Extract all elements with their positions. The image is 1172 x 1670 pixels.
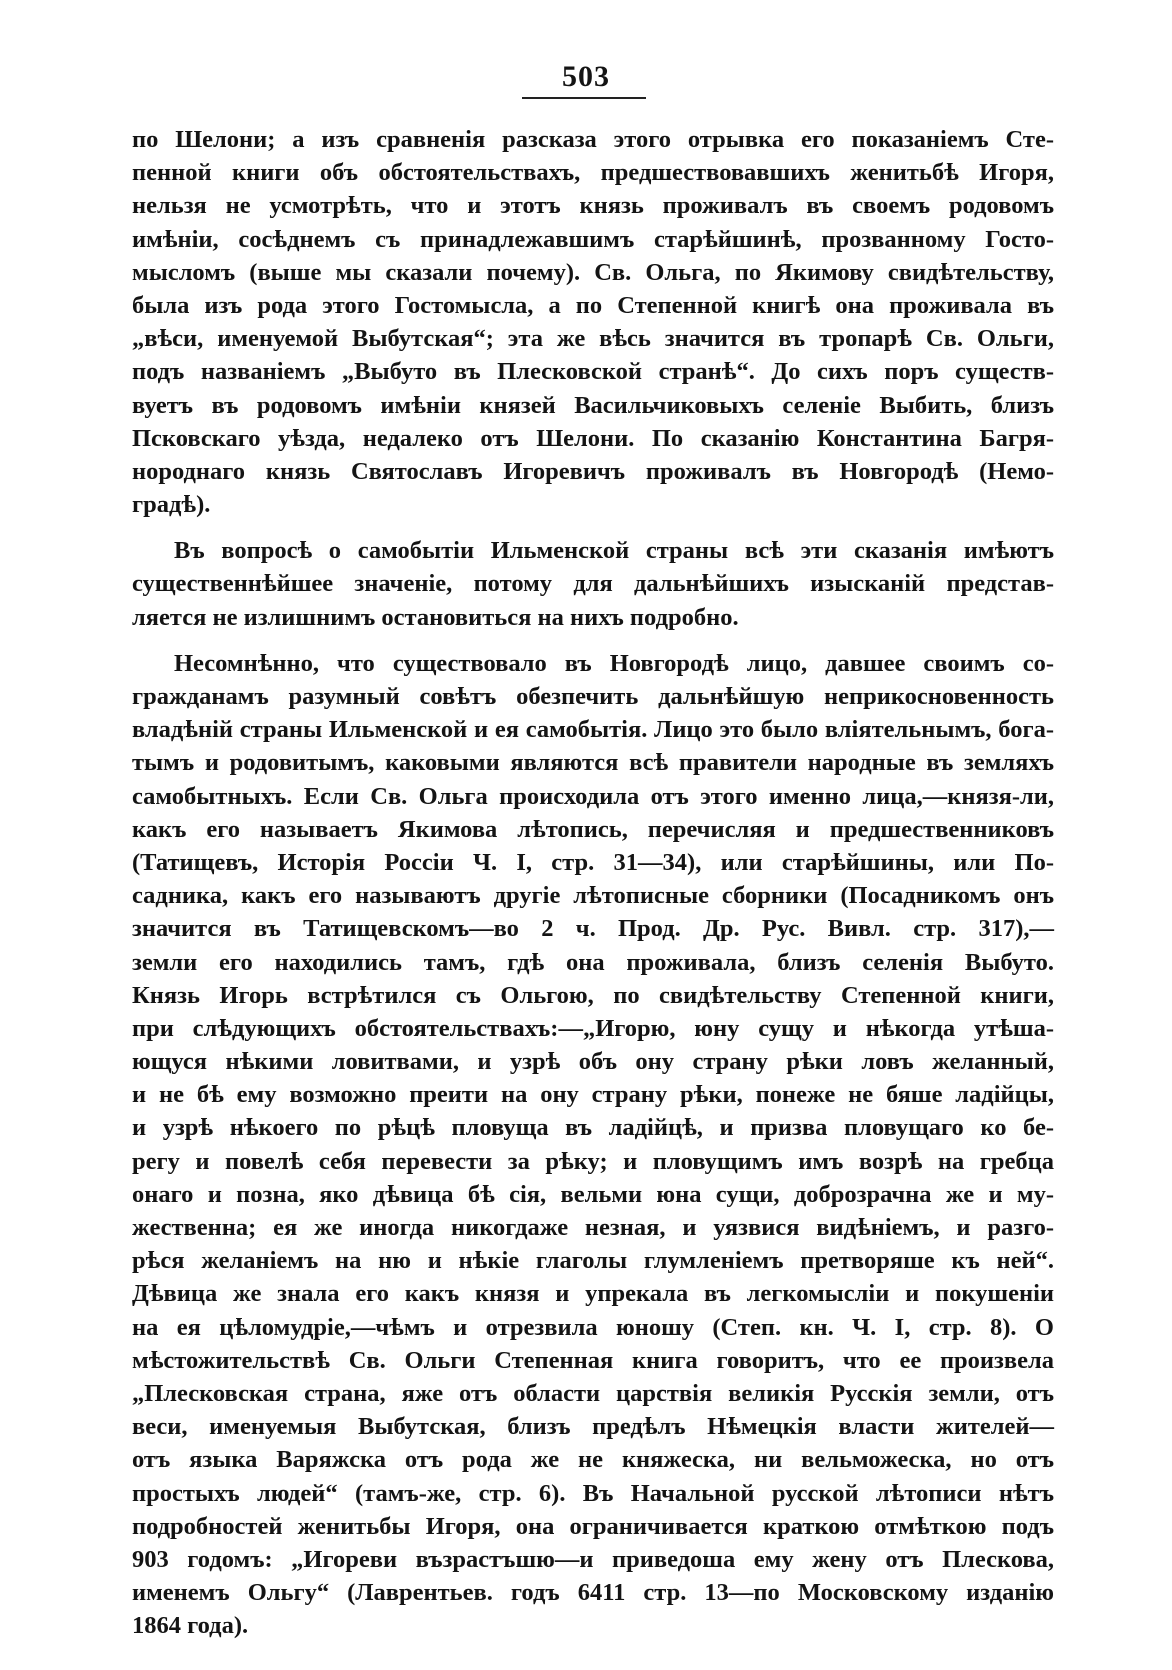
- page-number: 503: [562, 60, 610, 93]
- text-line: жественна; ея же иногда никогдаже незная, и уязвися видѣніемъ, и разго-: [132, 1214, 1054, 1241]
- text-line: подъ названіемъ „Выбуто въ Плесковской странѣ“. До сихъ поръ существ-: [132, 358, 1054, 386]
- text-line: мѣстожительствѣ Св. Ольги Степенная книга говоритъ, что ее произвела: [132, 1346, 1054, 1374]
- text-line: Несомнѣнно, что существовало въ Новгородѣ лицо, давшее своимъ со-: [174, 649, 1054, 677]
- text-line: гражданамъ разумный совѣтъ обезпечить дальнѣйшую неприкосновенность: [132, 683, 1054, 710]
- paragraph-3: [132, 647, 1054, 1643]
- text-line: тымъ и родовитымъ, каковыми являются всѣ правители народные въ земляхъ: [132, 749, 1054, 777]
- text-line: ляется не излишнимъ остановиться на нихъ подробно.: [132, 603, 739, 631]
- text-line: градѣ).: [132, 491, 211, 519]
- paragraph-1: [132, 123, 1054, 521]
- paragraph-gap: [132, 634, 1054, 647]
- text-line: при слѣдующихъ обстоятельствахъ:—„Игорю, юну сущу и нѣкогда утѣша-: [132, 1014, 1054, 1042]
- text-line: садника, какъ его называютъ другіе лѣтописные сборники (Посадникомъ онъ: [132, 882, 1054, 910]
- text-line: пенной книги объ обстоятельствахъ, предшествовавшихъ женитьбѣ Игоря,: [132, 159, 1054, 187]
- paragraph-2: [132, 534, 1054, 634]
- text-line: владѣній страны Ильменской и ея самобытія. Лицо это было вліятельнымъ, бога-: [132, 716, 1054, 744]
- text-line: и узрѣ нѣкоего по рѣцѣ пловуща въ ладійцѣ, и призва пловущаго ко бе-: [132, 1114, 1054, 1142]
- text-line: онаго и позна, яко дѣвица бѣ сія, вельми юна сущи, доброзрачна же и му-: [132, 1180, 1054, 1208]
- text-line: Въ вопросѣ о самобытіи Ильменской страны всѣ эти сказанія имѣютъ: [174, 537, 1054, 565]
- text-line: простыхъ людей“ (тамъ-же, стр. 6). Въ Начальной русской лѣтописи нѣтъ: [132, 1479, 1054, 1507]
- text-line: на ея цѣломудріе,—чѣмъ и отрезвила юношу (Степ. кн. Ч. I, стр. 8). О: [132, 1313, 1054, 1341]
- text-line: Псковскаго уѣзда, недалеко отъ Шелони. По сказанію Константина Багря-: [132, 424, 1054, 452]
- text-line: нельзя не усмотрѣть, что и этотъ князь проживалъ въ своемъ родовомъ: [132, 192, 1054, 220]
- text-line: Князь Игорь встрѣтился съ Ольгою, по свидѣтельству Степенной книги,: [132, 981, 1054, 1009]
- text-line: какъ его называетъ Якимова лѣтопись, перечисляя и предшественниковъ: [132, 815, 1054, 843]
- text-line: вуетъ въ родовомъ имѣніи князей Васильчиковыхъ селеніе Выбить, близъ: [132, 391, 1054, 419]
- text-line: (Татищевъ, Исторія Россіи Ч. I, стр. 31—34), или старѣйшины, или По-: [132, 848, 1054, 876]
- text-line: 1864 года).: [132, 1612, 249, 1640]
- text-line: по Шелони; а изъ сравненія разсказа этого отрывка его показаніемъ Сте-: [132, 126, 1054, 153]
- paragraph-gap: [132, 521, 1054, 534]
- text-line: Дѣвица же знала его какъ князя и упрекала въ легкомысліи и покушеніи: [132, 1280, 1054, 1308]
- text-line: „вѣси, именуемой Выбутская“; эта же вѣсь значится въ тропарѣ Св. Ольги,: [132, 325, 1054, 353]
- text-line: нороднаго князь Святославъ Игоревичъ проживалъ въ Новгородѣ (Немо-: [132, 457, 1054, 485]
- text-line: именемъ Ольгу“ (Лаврентьев. годъ 6411 стр. 13—по Московскому изданію: [132, 1579, 1054, 1607]
- text-line: была изъ рода этого Гостомысла, а по Степенной книгѣ она проживала въ: [132, 291, 1054, 319]
- text-line: подробностей женитьбы Игоря, она ограничивается краткою отмѣткою подъ: [132, 1512, 1054, 1540]
- text-line: веси, именуемыя Выбутская, близъ предѣлъ Нѣмецкія власти жителей—: [132, 1413, 1054, 1441]
- text-line: 903 годомъ: „Игореви възрастъшю—и приведоша ему жену отъ Плескова,: [132, 1545, 1054, 1573]
- text-line: ющуся нѣкими ловитвами, и узрѣ объ ону страну рѣки ловъ желанный,: [132, 1048, 1054, 1076]
- text-line: самобытныхъ. Если Св. Ольга происходила отъ этого именно лица,—князя-ли,: [132, 782, 1054, 810]
- text-line: имѣніи, сосѣднемъ съ принадлежавшимъ старѣйшинѣ, прозванному Госто-: [132, 225, 1054, 253]
- text-line: и не бѣ ему возможно преити на ону страну рѣки, понеже не бяше ладійцы,: [132, 1081, 1054, 1109]
- page-body: [132, 123, 1054, 1642]
- text-line: значится въ Татищевскомъ—во 2 ч. Прод. Др. Рус. Вивл. стр. 317),—: [132, 915, 1054, 943]
- text-line: существеннѣйшее значеніе, потому для дальнѣйшихъ изысканій представ-: [132, 570, 1054, 598]
- text-line: отъ языка Варяжска отъ рода же не княжеска, ни вельможеска, но отъ: [132, 1446, 1054, 1474]
- text-line: земли его находились тамъ, гдѣ она проживала, близъ селенія Выбуто.: [132, 948, 1054, 976]
- header-rule: [522, 97, 646, 99]
- text-line: рѣся желаніемъ на ню и нѣкіе глаголы глумленіемъ претворяше къ ней“.: [132, 1247, 1054, 1275]
- text-line: мысломъ (выше мы сказали почему). Св. Ольга, по Якимову свидѣтельству,: [132, 258, 1054, 286]
- text-line: „Плесковская страна, яже отъ области царствія великія Русскія земли, отъ: [132, 1379, 1054, 1407]
- text-line: регу и повелѣ себя перевести за рѣку; и пловущимъ имъ возрѣ на гребца: [132, 1147, 1054, 1175]
